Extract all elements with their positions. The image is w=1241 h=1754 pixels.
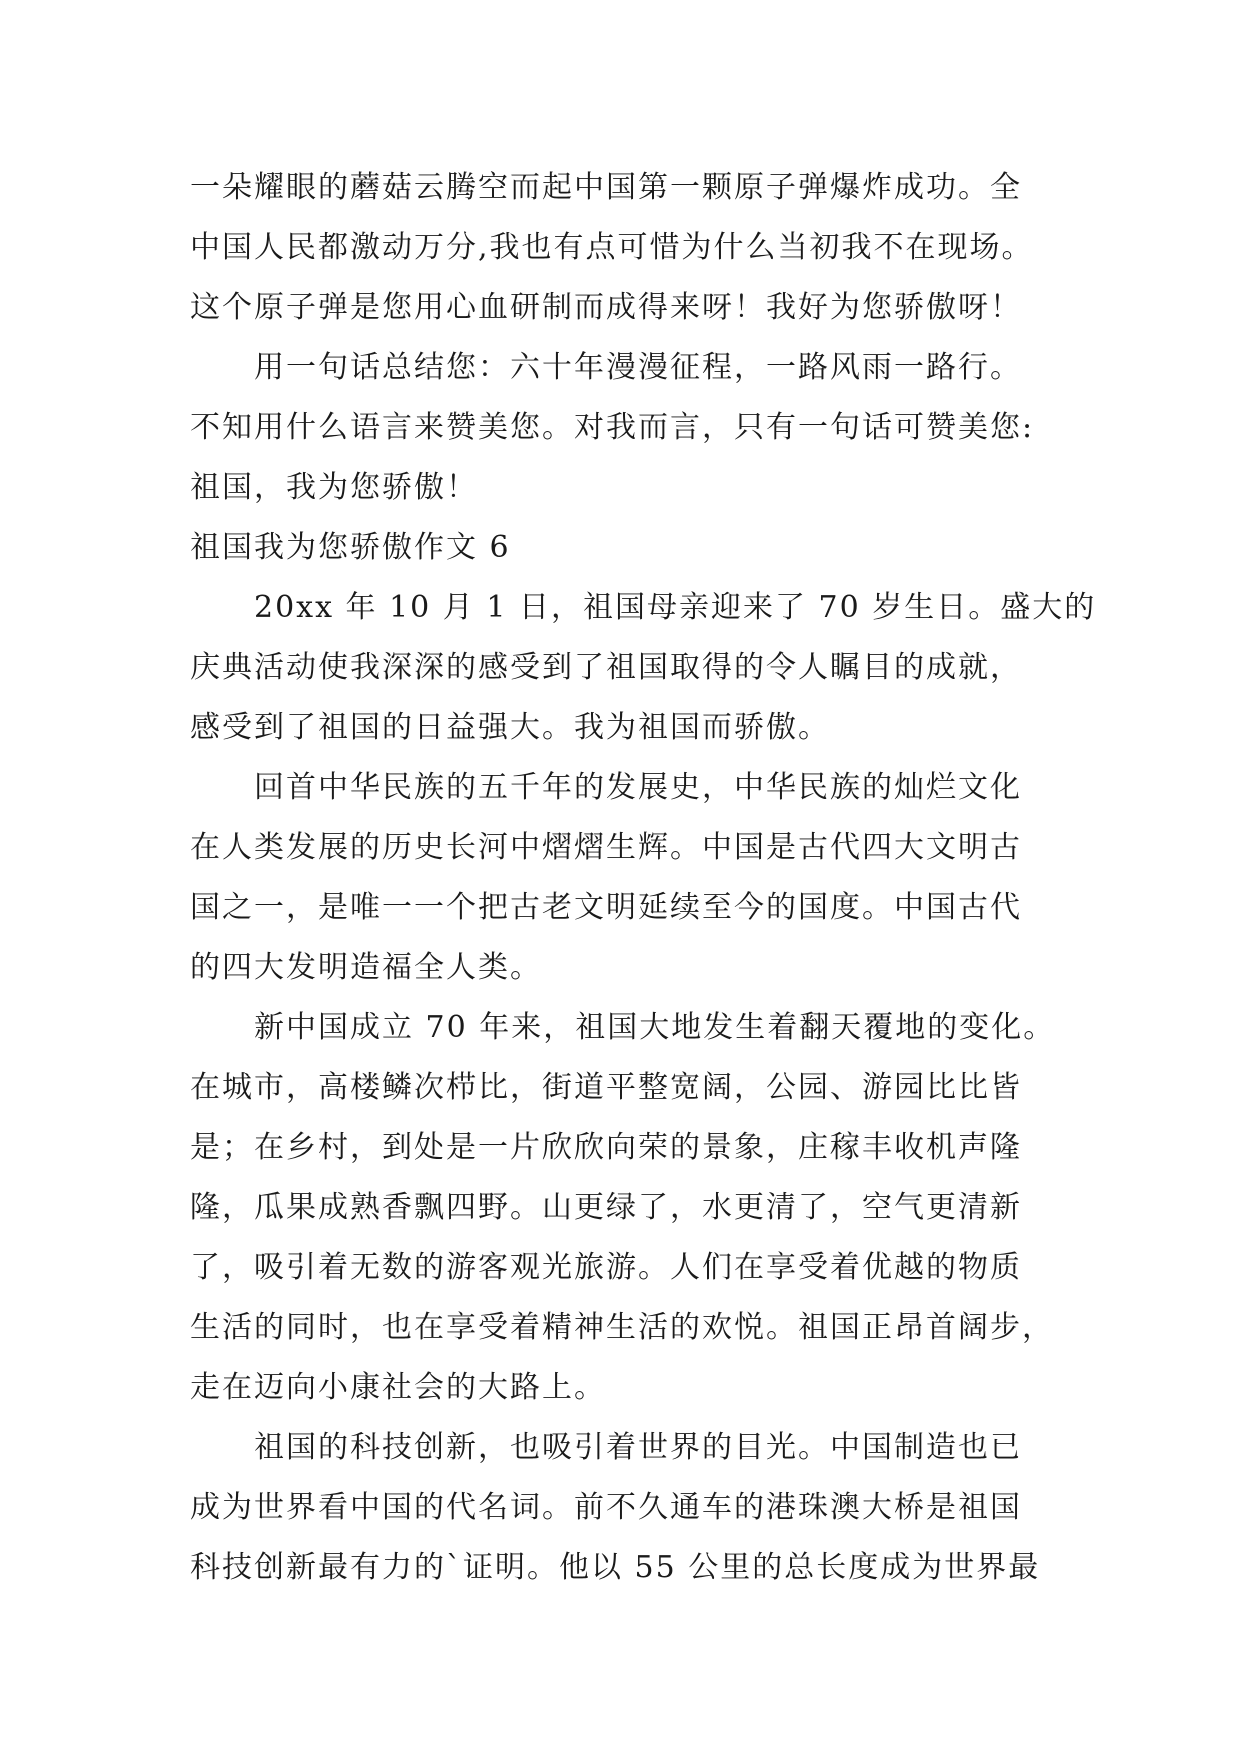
text-line: 成为世界看中国的代名词。前不久通车的港珠澳大桥是祖国 (190, 1490, 1022, 1525)
text-line: 感受到了祖国的日益强大。我为祖国而骄傲。 (190, 710, 830, 745)
text-line: 走在迈向小康社会的大路上。 (190, 1370, 606, 1405)
text-line: 这个原子弹是您用心血研制而成得来呀！我好为您骄傲呀！ (190, 290, 1022, 325)
paragraph-start-line: 新中国成立 70 年来，祖国大地发生着翻天覆地的变化。 (254, 1010, 1056, 1045)
paragraph-start-line: 祖国的科技创新，也吸引着世界的目光。中国制造也已 (254, 1430, 1022, 1465)
text-line: 祖国，我为您骄傲！ (190, 470, 478, 505)
paragraph-start-line: 用一句话总结您：六十年漫漫征程，一路风雨一路行。 (254, 350, 1022, 385)
paragraph-start-line: 20xx 年 10 月 1 日，祖国母亲迎来了 70 岁生日。盛大的 (254, 590, 1097, 625)
section-heading: 祖国我为您骄傲作文 6 (190, 530, 511, 565)
text-line: 科技创新最有力的`证明。他以 55 公里的总长度成为世界最 (190, 1550, 1041, 1585)
text-line: 国之一，是唯一一个把古老文明延续至今的国度。中国古代 (190, 890, 1022, 925)
text-line: 在城市，高楼鳞次栉比，街道平整宽阔，公园、游园比比皆 (190, 1070, 1022, 1105)
text-line: 了，吸引着无数的游客观光旅游。人们在享受着优越的物质 (190, 1250, 1022, 1285)
text-line: 是；在乡村，到处是一片欣欣向荣的景象，庄稼丰收机声隆 (190, 1130, 1022, 1165)
text-line: 生活的同时，也在享受着精神生活的欢悦。祖国正昂首阔步， (190, 1310, 1054, 1345)
paragraph-start-line: 回首中华民族的五千年的发展史，中华民族的灿烂文化 (254, 770, 1022, 805)
text-line: 在人类发展的历史长河中熠熠生辉。中国是古代四大文明古 (190, 830, 1022, 865)
text-line: 中国人民都激动万分,我也有点可惜为什么当初我不在现场。 (190, 230, 1034, 265)
document-body (190, 158, 1097, 1598)
text-line: 隆，瓜果成熟香飘四野。山更绿了，水更清了，空气更清新 (190, 1190, 1022, 1225)
text-line: 不知用什么语言来赞美您。对我而言，只有一句话可赞美您: (190, 410, 1035, 445)
text-line: 庆典活动使我深深的感受到了祖国取得的令人瞩目的成就， (190, 650, 1022, 685)
text-line: 的四大发明造福全人类。 (190, 950, 542, 985)
text-line: 一朵耀眼的蘑菇云腾空而起中国第一颗原子弹爆炸成功。全 (190, 170, 1022, 205)
